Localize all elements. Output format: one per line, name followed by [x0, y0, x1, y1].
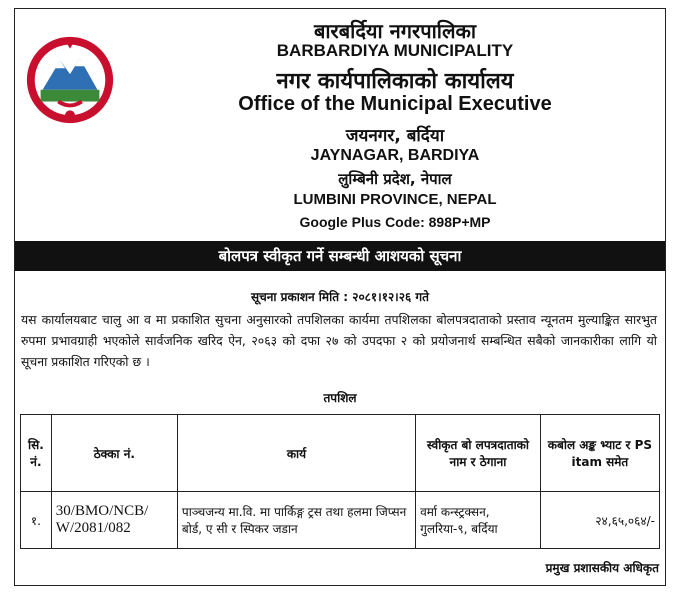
signature-title: प्रमुख प्रशासकीय अधिकृत [545, 561, 659, 575]
schedule-table [20, 414, 660, 549]
header-bidder: स्वीकृत बो लपत्रदाताको नाम र ठेगाना [416, 415, 541, 492]
cell-work: पाञ्चजन्य मा.वि. मा पार्किङ्ग ट्रस तथा हलमा जिप्सन बोर्ड, ए सी र स्पिकर जडान [177, 492, 415, 549]
cell-contract-no: 30/BMO/NCB/ W/2081/082 [51, 492, 177, 549]
header-work: कार्य [177, 415, 415, 492]
cell-amount: २४,६५,०६४/- [540, 492, 659, 549]
nepal-emblem-icon [21, 29, 119, 127]
municipality-name-np: बारबर्दिया नगरपालिका [313, 19, 477, 43]
municipality-name-en: BARBARDIYA MUNICIPALITY [276, 41, 514, 60]
table-row [21, 492, 660, 549]
schedule-label: तपशिल [323, 391, 357, 405]
header-sn: सि. नं. [21, 415, 52, 492]
notice-body: यस कार्यालयबाट चालु आ व मा प्रकाशित सुचना अनुसारको तपशिलका कार्यमा तपशिलका बोलपत्रदाताको प्रस्ताव न्यूनतम मुल्याङ्कित सारभुत रुपमा प्रभावग्राही भएकोले सार्वजनिक खरिद ऐन, २०६३ को दफा २७ को उपदफा २ को प्रयोजनार्थ सम्बन्धित सबैको जानकारीका लागि यो सूचना प्रकाशित गरिएको छ । [21, 312, 657, 369]
notice-title: बोलपत्र स्वीकृत गर्ने सम्बन्धी आशयको सूचना [15, 241, 665, 271]
province-np: लुम्बिनी प्रदेश, नेपाल [338, 170, 452, 188]
place-en: JAYNAGAR, BARDIYA [310, 147, 480, 164]
plus-code: Google Plus Code: 898P+MP [299, 214, 491, 230]
notice-document [14, 8, 666, 586]
province-en: LUMBINI PROVINCE, NEPAL [293, 191, 497, 208]
table-header-row [21, 415, 660, 492]
office-name-en: Office of the Municipal Executive [238, 93, 552, 115]
header-contract-no: ठेक्का नं. [51, 415, 177, 492]
publication-date: सूचना प्रकाशन मिति : २०८१।१२।२६ गते [250, 290, 429, 304]
office-name-np: नगर कार्यपालिकाको कार्यालय [276, 69, 514, 94]
cell-sn: १. [21, 492, 52, 549]
cell-bidder: वर्मा कन्स्ट्रक्सन, गुलरिया-९, बर्दिया [416, 492, 541, 549]
place-np: जयनगर, बर्दिया [345, 126, 445, 146]
header-amount: कबोल अङ्क भ्याट र PS itam समेत [540, 415, 659, 492]
